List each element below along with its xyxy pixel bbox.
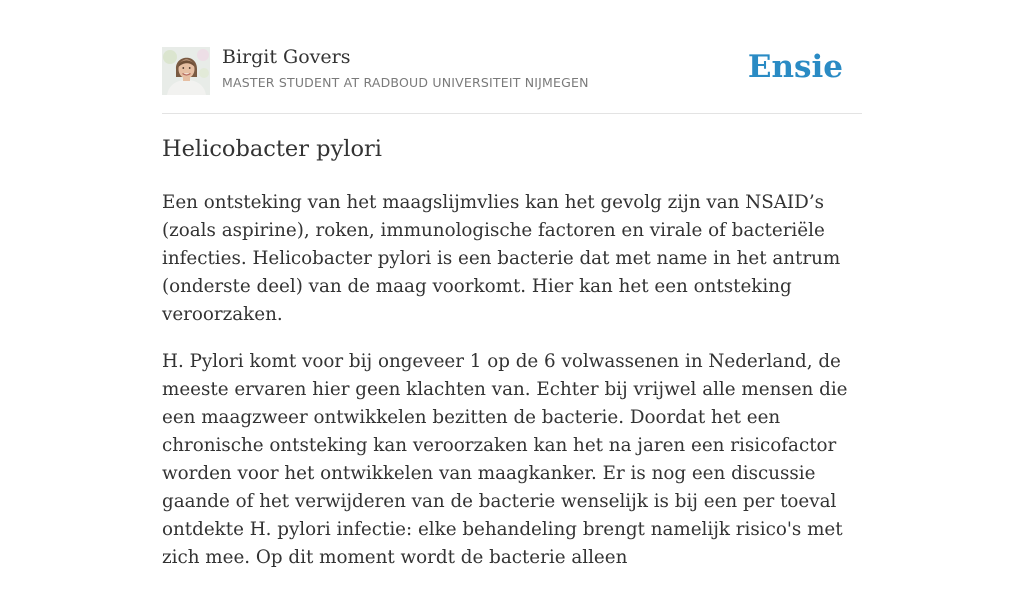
article-paragraph: Een ontsteking van het maagslijmvlies kan het gevolg zijn van NSAID’s (zoals aspirine), roken, immunologische factoren en virale of bacteriële infecties. Helicobacter pylori is een bacterie dat met name in het antrum (onderste deel) van de maag voorkomt. Hier kan het een ontsteking veroorzaken. [162,192,841,325]
article-paragraph: H. Pylori komt voor bij ongeveer 1 op de 6 volwassenen in Nederland, de meeste ervaren hier geen klachten van. Echter bij vrijwel alle mensen die een maagzweer ontwikkelen bezitten de bacterie. Doordat het een chronische ontsteking kan veroorzaken kan het na jaren een risicofactor worden voor het ontwikkelen van maagkanker. Er is nog een discussie gaande of het verwijderen van de bacterie wenselijk is bij een per toeval ontdekte H. pylori infectie: elke behandeling brengt namelijk risico's met zich mee. Op dit moment wordt de bacterie alleen [162,351,848,568]
avatar-photo [162,47,210,95]
ensie-logo[interactable]: Ensie [747,49,843,85]
article-body [162,189,862,591]
article-title: Helicobacter pylori [162,136,382,162]
author-avatar[interactable] [162,47,210,95]
author-title: MASTER STUDENT AT RADBOUD UNIVERSITEIT NIJMEGEN [222,75,589,90]
author-name[interactable]: Birgit Govers [222,46,351,68]
author-header [162,45,862,114]
